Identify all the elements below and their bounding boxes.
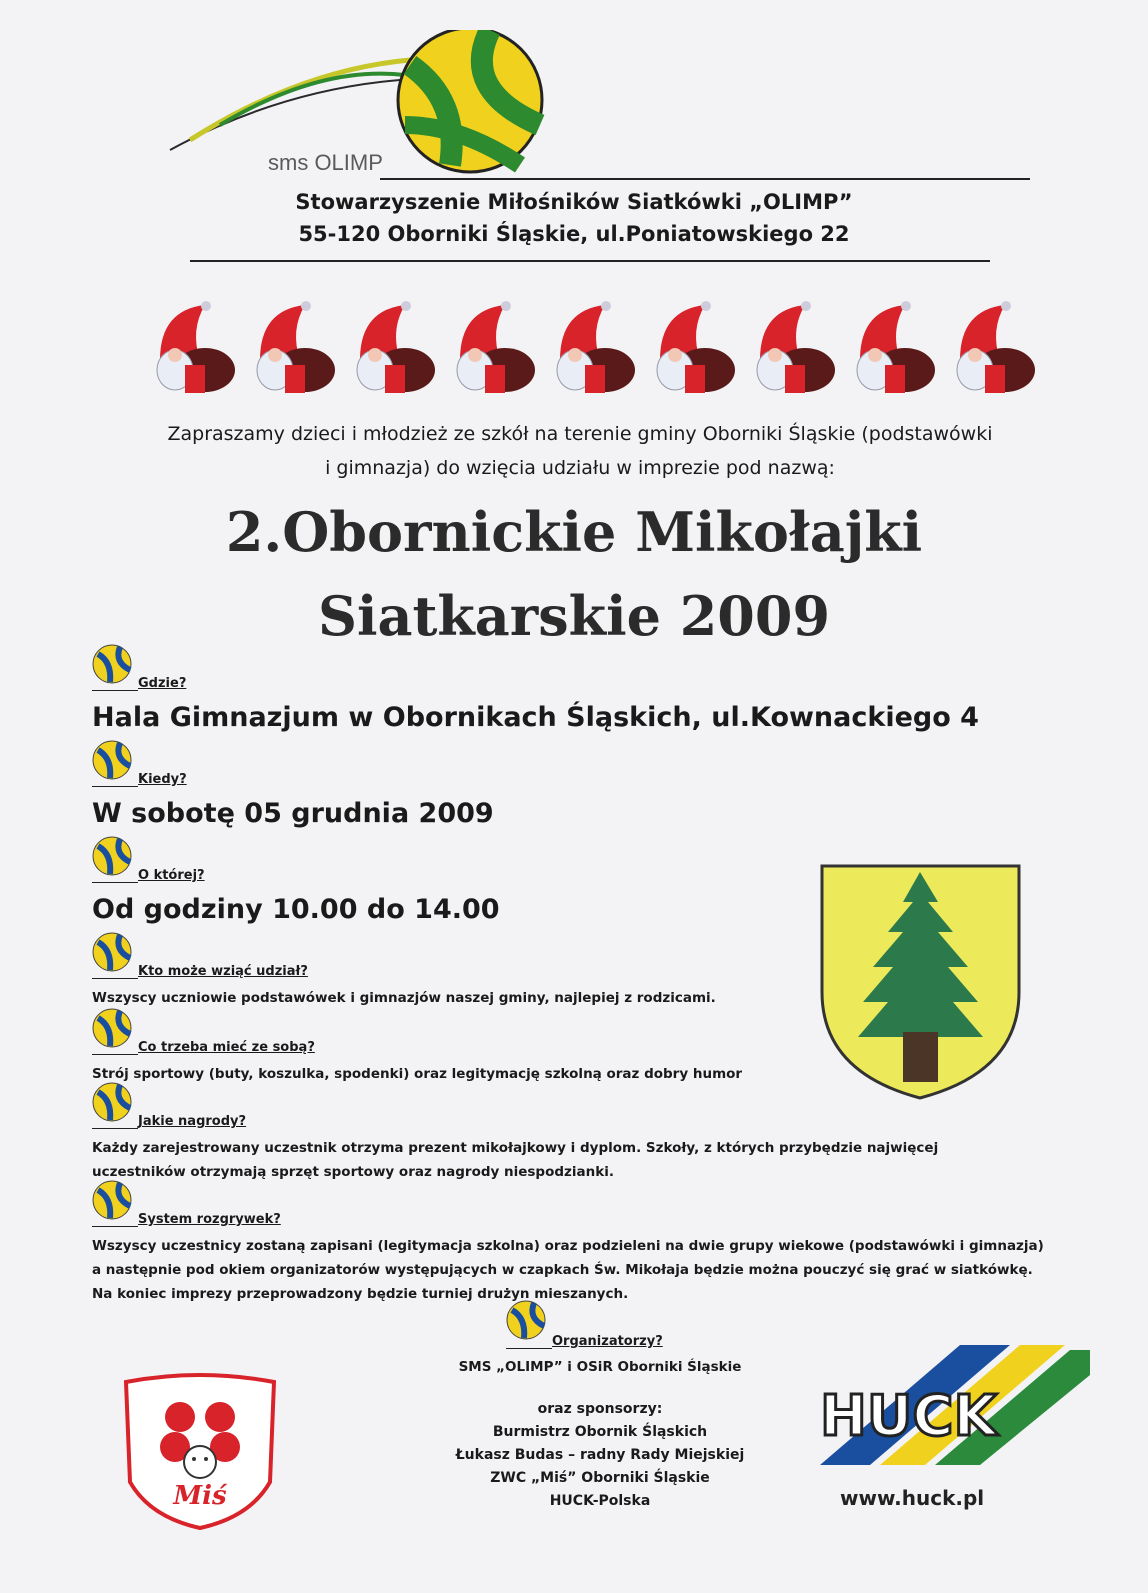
- organizers-question: Organizatorzy?: [552, 1334, 663, 1349]
- question-underline: [92, 1226, 138, 1227]
- event-title: [0, 490, 1148, 658]
- sponsor-3: ZWC „Miś” Oborniki Śląskie: [490, 1470, 710, 1486]
- volleyball-icon: [92, 836, 132, 876]
- mis-logo-text: Miś: [173, 1481, 227, 1511]
- volleyball-icon: [92, 1180, 132, 1220]
- coat-of-arms-icon: [818, 862, 1023, 1102]
- intro-line-1: Zapraszamy dzieci i młodzież ze szkół na terenie gminy Oborniki Śląskie (podstawówki: [167, 423, 993, 445]
- when-question: Kiedy?: [138, 772, 187, 787]
- where-answer: Hala Gimnazjum w Obornikach Śląskich, ul.Kownackiego 4: [92, 702, 979, 733]
- santa-icon: [250, 300, 340, 400]
- santa-icon: [650, 300, 740, 400]
- system-answer-2: a następnie pod okiem organizatorów występujących w czapkach Św. Mikołaja będzie można pouczyć się grać w siatkówkę.: [92, 1262, 1033, 1278]
- volleyball-icon: [92, 740, 132, 780]
- question-underline: [92, 882, 138, 883]
- santa-icon: [150, 300, 240, 400]
- who-question: Kto może wziąć udział?: [138, 964, 308, 979]
- sponsor-2: Łukasz Budas – radny Rady Miejskiej: [455, 1447, 745, 1463]
- santa-icon: [450, 300, 540, 400]
- santa-icon: [750, 300, 840, 400]
- who-answer: Wszyscy uczniowie podstawówek i gimnazjów naszej gminy, najlepiej z rodzicami.: [92, 990, 716, 1006]
- intro-text: [60, 417, 1100, 485]
- mis-logo: [120, 1372, 280, 1532]
- header-rule-bottom: [190, 260, 990, 262]
- sponsor-4: HUCK-Polska: [549, 1493, 651, 1509]
- volleyball-icon: [92, 1082, 132, 1122]
- question-underline: [92, 978, 138, 979]
- org-address: 55-120 Oborniki Śląskie, ul.Poniatowskiego 22: [298, 222, 850, 246]
- bring-question: Co trzeba mieć ze sobą?: [138, 1040, 315, 1055]
- santa-icon: [350, 300, 440, 400]
- when-answer: W sobotę 05 grudnia 2009: [92, 798, 494, 829]
- time-answer: Od godziny 10.00 do 14.00: [92, 894, 500, 925]
- sponsor-1: Burmistrz Obornik Śląskich: [492, 1424, 708, 1440]
- where-question: Gdzie?: [138, 676, 187, 691]
- question-underline: [92, 690, 138, 691]
- system-answer-1: Wszyscy uczestnicy zostaną zapisani (legitymacja szkolna) oraz podzieleni na dwie grupy wiekowe (podstawówki i gimnazja): [92, 1238, 1044, 1254]
- santa-icon: [550, 300, 640, 400]
- logo-text: sms OLIMP: [268, 150, 383, 175]
- system-answer-3: Na koniec imprezy przeprowadzony będzie turniej drużyn mieszanych.: [92, 1286, 629, 1302]
- sponsors-intro: oraz sponsorzy:: [537, 1401, 663, 1417]
- huck-logo-text: HUCK: [820, 1384, 997, 1449]
- question-underline: [92, 1128, 138, 1129]
- huck-url: www.huck.pl: [840, 1486, 985, 1510]
- header-rule-top: [380, 178, 1030, 180]
- volleyball-icon: [92, 932, 132, 972]
- question-underline: [506, 1348, 552, 1349]
- bring-answer: Strój sportowy (buty, koszulka, spodenki) oraz legitymację szkolną oraz dobry humor: [92, 1066, 743, 1082]
- volleyball-icon: [92, 644, 132, 684]
- time-question: O której?: [138, 868, 205, 883]
- volleyball-icon: [506, 1300, 546, 1340]
- prizes-question: Jakie nagrody?: [138, 1114, 247, 1129]
- santa-icon: [950, 300, 1040, 400]
- prizes-answer-1: Każdy zarejestrowany uczestnik otrzyma prezent mikołajkowy i dyplom. Szkoły, z których przybędzie najwięcej: [92, 1140, 939, 1156]
- org-name: Stowarzyszenie Miłośników Siatkówki „OLIMP”: [295, 190, 853, 214]
- prizes-answer-2: uczestników otrzymają sprzęt sportowy oraz nagrody niespodzianki.: [92, 1164, 614, 1180]
- system-question: System rozgrywek?: [138, 1212, 281, 1227]
- title-line-1: 2.Obornickie Mikołajki: [225, 500, 923, 564]
- question-underline: [92, 1054, 138, 1055]
- title-line-2: Siatkarskie 2009: [317, 584, 831, 648]
- organizers-line: SMS „OLIMP” i OSiR Oborniki Śląskie: [458, 1359, 742, 1375]
- intro-line-2: i gimnazja) do wzięcia udziału w imprezie pod nazwą:: [325, 457, 835, 479]
- question-underline: [92, 786, 138, 787]
- huck-logo: [820, 1345, 1090, 1515]
- santa-icon: [850, 300, 940, 400]
- volleyball-icon: [92, 1008, 132, 1048]
